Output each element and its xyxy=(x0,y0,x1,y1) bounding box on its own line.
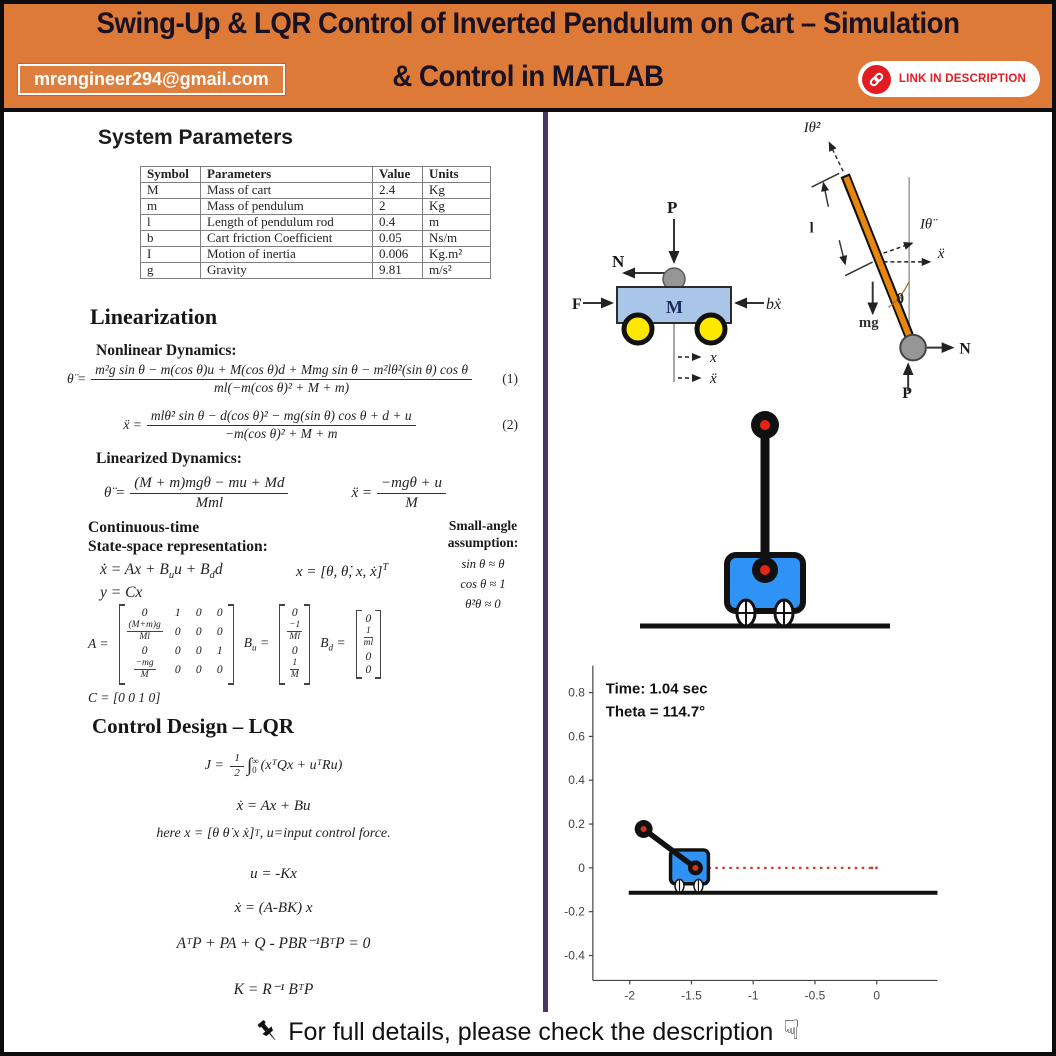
time-annotation: Time: 1.04 sec xyxy=(605,680,708,698)
table-row: M Mass of cart 2.4 Kg xyxy=(141,183,491,199)
col-header: Parameters xyxy=(201,167,373,183)
lqr-state-equation: ẋ = Ax + Bu xyxy=(236,798,311,814)
pendulum-pivot-joint xyxy=(900,335,926,361)
pushpin-icon xyxy=(256,1019,278,1045)
col-header: Symbol xyxy=(141,167,201,183)
y-tick-label: 0 xyxy=(578,860,585,875)
matrix-Bd-label: $B_d$ = xyxy=(320,635,346,654)
email-badge: mrengineer294@gmail.com xyxy=(18,64,285,95)
lqr-gain-equation: K = R⁻¹ BᵀP xyxy=(233,981,314,998)
header-banner xyxy=(4,4,1052,112)
reaction-P-label: P xyxy=(902,384,912,402)
table-row: l Length of pendulum rod 0.4 m xyxy=(141,215,491,231)
system-parameters-table xyxy=(140,166,491,279)
link-in-description-badge[interactable] xyxy=(858,61,1040,97)
friction-force-label: bẋ xyxy=(766,296,782,313)
col-header: Value xyxy=(373,167,423,183)
y-tick-label: -0.4 xyxy=(564,948,585,963)
lqr-control-law: u = -Kx xyxy=(250,866,297,882)
position-x-label: x xyxy=(710,350,717,366)
state-space-matrices xyxy=(88,604,381,685)
equation-linearized-x: ẍ = $\frac{\text{−mgθ + u}}{M}$ xyxy=(351,474,450,513)
continuous-time-heading: Continuous-time State-space representation: xyxy=(88,519,268,556)
linearized-equations-row xyxy=(104,474,451,513)
output-equation: y = Cx xyxy=(100,584,143,602)
link-icon xyxy=(862,65,891,94)
page-title-line1: Swing-Up & LQR Control of Inverted Pendulum on Cart – Simulation xyxy=(96,7,960,40)
figures-panel xyxy=(548,112,1052,1012)
x-tick-label: -0.5 xyxy=(804,988,826,1003)
footer-text: For full details, please check the description xyxy=(288,1017,774,1046)
link-badge-label: LINK IN DESCRIPTION xyxy=(898,73,1026,85)
theta-angle-label: θ xyxy=(896,291,905,308)
linearized-dynamics-heading: Linearized Dynamics: xyxy=(96,450,242,467)
system-parameters-heading: System Parameters xyxy=(98,126,293,149)
lqr-cost-equation: J = $\frac{1}{2}$ ∫ ∞ 0 (xᵀQx + uᵀRu) xyxy=(204,752,343,779)
equation-linearized-theta: θ̈ = $\frac{\text{(M + m)mgθ − mu + Md}}{\text{Mml}}$ xyxy=(104,474,293,513)
cart-wheel xyxy=(737,600,755,626)
c-matrix-equation: C = [0 0 1 0] xyxy=(88,690,161,705)
force-F-label: F xyxy=(572,296,582,313)
y-tick-label: -0.2 xyxy=(564,904,585,919)
table-header-row xyxy=(141,167,491,183)
pendulum-rod xyxy=(846,177,912,343)
page-title-line2: & Control in MATLAB xyxy=(392,60,664,93)
simulation-plot xyxy=(556,660,1050,1010)
cart-wheel xyxy=(624,315,652,343)
pendulum-free-body-diagram xyxy=(788,112,1050,402)
linearization-heading: Linearization xyxy=(90,304,218,329)
cart-pendulum-illustration xyxy=(600,395,960,645)
small-angle-assumption: Small-angle assumption: sin θ ≈ θ cos θ ≈ 1 θ̇²θ ≈ 0 xyxy=(447,518,519,611)
matrix-Bu-label: $B_u$ = xyxy=(243,635,270,654)
equation-tag: (2) xyxy=(502,417,518,433)
table-row: b Cart friction Coefficient 0.05 Ns/m xyxy=(141,231,491,247)
control-design-heading: Control Design – LQR xyxy=(92,714,295,738)
x-tick-label: -2 xyxy=(624,988,636,1003)
gravity-force-label: mg xyxy=(858,314,879,331)
state-vector: x = [θ, θ̇, x, ẋ]$^T$ xyxy=(296,562,389,580)
inertia-term-label: Iθ̈ xyxy=(919,216,933,233)
sim-cart-wheel xyxy=(694,879,703,892)
rod-length-label: l xyxy=(809,220,814,237)
y-tick-label: 0.2 xyxy=(568,817,585,832)
x-tick-label: 0 xyxy=(873,988,881,1003)
cart-free-body-diagram xyxy=(570,112,820,392)
pointing-down-hand-icon: ☟ xyxy=(783,1014,800,1045)
equation-nonlinear-theta: θ̈ = m²g sin θ − m(cos θ)u + M(cos θ)d + Mmg sin θ − m²lθ̇²(sin θ) cos θ ml(−m(cos θ)² + M + m) (1) xyxy=(67,362,518,395)
force-P-label: P xyxy=(667,198,678,217)
theory-panel xyxy=(4,112,543,1012)
matrix-Bu: 0 −1 Ml 0 1 M xyxy=(279,604,310,685)
theta-annotation: Theta = 114.7° xyxy=(605,703,706,721)
equation-tag: (1) xyxy=(502,371,518,387)
y-tick-label: 0.8 xyxy=(568,685,585,700)
state-equation: ẋ = $Ax + B_uu + B_dd$ xyxy=(100,561,223,582)
acceleration-x-label: ẍ xyxy=(710,371,717,387)
cart-wheel xyxy=(775,600,793,626)
footer-bar xyxy=(4,1012,1052,1052)
sim-cart-wheel xyxy=(675,879,684,892)
cart-acceleration-label: ẍ xyxy=(937,245,945,262)
lqr-riccati-equation: AᵀP + PA + Q - PBR⁻¹BᵀP = 0 xyxy=(176,935,371,952)
x-tick-label: -1.5 xyxy=(681,988,702,1003)
matrix-A-label: A = xyxy=(88,636,109,652)
y-tick-label: 0.6 xyxy=(568,729,585,744)
state-space-equations xyxy=(100,560,223,604)
y-tick-label: 0.4 xyxy=(568,773,585,788)
cart-mass-label: M xyxy=(666,297,683,317)
table-row: m Mass of pendulum 2 Kg xyxy=(141,199,491,215)
centrifugal-term-label: Iθ̇² xyxy=(803,119,821,136)
col-header: Units xyxy=(423,167,491,183)
x-tick-label: -1 xyxy=(747,988,759,1003)
reaction-N-label: N xyxy=(959,340,971,358)
force-N-label: N xyxy=(612,252,625,271)
lqr-state-vector-note: here x = [θ θ̇ x ẋ] T , u=input control force. xyxy=(156,826,391,841)
nonlinear-dynamics-heading: Nonlinear Dynamics: xyxy=(96,342,237,359)
cart-wheel xyxy=(697,315,725,343)
main-content xyxy=(4,112,1052,1012)
matrix-A: 0 1 0 0 (M+m)g Ml 0 0 0 0 0 0 1 −mg M 0 0 0 xyxy=(119,604,234,685)
matrix-Bd: 0 1 ml 0 0 xyxy=(356,610,382,679)
equation-nonlinear-x: ẍ = $\frac{\text{mlθ̇² sin θ − d(cos θ)² − mg(sin θ) cos θ + d + u}}{\text{−m(cos θ)² + M + m}}$ (2) xyxy=(123,408,518,441)
table-row: I Motion of inertia 0.006 Kg.m² xyxy=(141,247,491,263)
lqr-closed-loop-equation: ẋ = (A-BK) x xyxy=(234,900,313,916)
table-row: g Gravity 9.81 m/s² xyxy=(141,263,491,279)
